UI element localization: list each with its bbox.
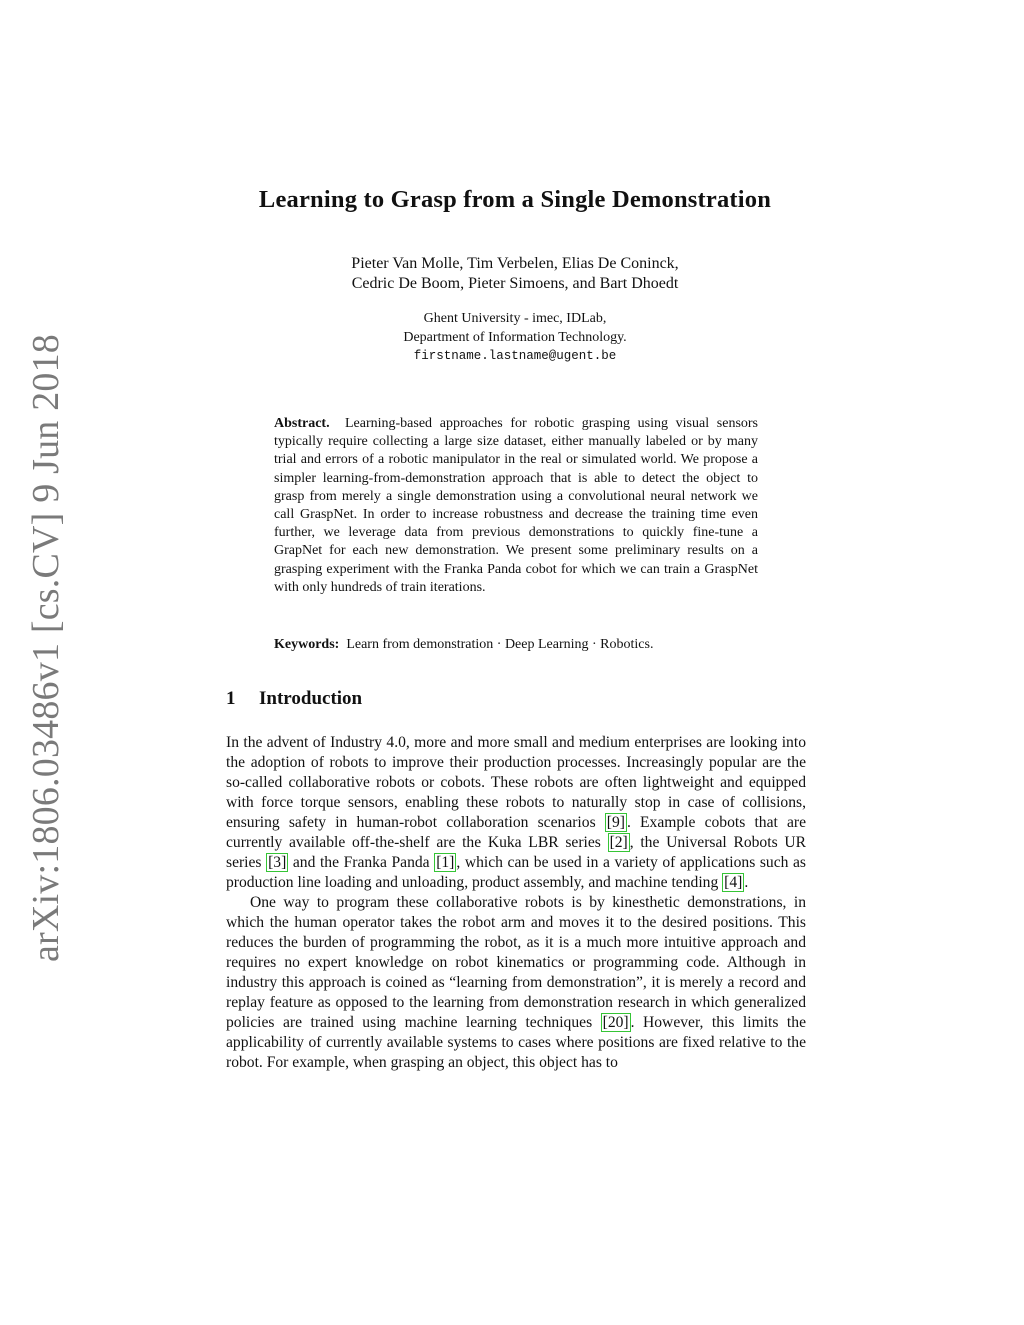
text-run: and the Franka Panda <box>288 854 435 871</box>
arxiv-id: arXiv:1806.03486v1 [cs.CV] 9 Jun 2018 <box>25 333 67 962</box>
authors-line-2: Cedric De Boom, Pieter Simoens, and Bart Dhoedt <box>351 275 679 292</box>
keywords-label: Keywords: <box>274 637 340 652</box>
authors-line-1: Pieter Van Molle, Tim Verbelen, Elias De Coninck, <box>351 255 679 272</box>
section-number: 1 <box>226 688 236 709</box>
author-list <box>200 254 830 294</box>
citation-link[interactable]: [3] <box>268 854 287 871</box>
text-run: In the advent of Industry 4.0, more and more small and medium enterprises are looking into the adoption of robots to improve their production processes. Increasingly popular are the so-called collaborative robots or cobots. These robots are often lightweight and equipped with force torque sensors, enabling these robots to naturally stop in case of collisions, ensuring safety in human-robot collaboration scenarios <box>226 734 806 831</box>
section-title: Introduction <box>259 688 363 709</box>
affiliation <box>200 310 830 366</box>
citation-link[interactable]: [9] <box>606 814 625 831</box>
citation-link[interactable]: [1] <box>436 854 455 871</box>
text-run: . <box>744 874 749 891</box>
section-heading-introduction <box>226 688 362 710</box>
abstract-text: Learning-based approaches for robotic grasping using visual sensors typically require collecting a large size dataset, either manually labeled or by many trial and errors of a robotic manipulator in the real or simulated world. We propose a simpler learning-from-demonstration approach that is able to detect the object to grasp from merely a single demonstration using a convolutional neural network we call GraspNet. In order to increase robustness and decrease the training time even further, we leverage data from previous demonstrations to quickly fine-tune a GrapNet for each new demonstration. We present some preliminary results on a grasping experiment with the Franka Panda cobot for which we can train a GraspNet with only hundreds of train iterations. <box>274 416 759 595</box>
paragraph-2 <box>226 893 806 1073</box>
author-email: firstname.lastname@ugent.be <box>413 349 617 363</box>
text-run: , the Universal Robots UR series <box>226 834 807 871</box>
citation-link[interactable]: [20] <box>602 1014 629 1031</box>
arxiv-sidebar-stamp <box>16 333 76 962</box>
citation-link[interactable]: [4] <box>724 874 743 891</box>
citation-link[interactable]: [2] <box>609 834 628 851</box>
text-run: . Example cobots that are currently available off-the-shelf are the Kuka LBR series <box>226 814 807 851</box>
affiliation-line-1: Ghent University - imec, IDLab, <box>423 311 607 326</box>
text-run: . However, this limits the applicability of currently available systems to cases where positions are fixed relative to the robot. For example, when grasping an object, this object has to <box>226 1014 806 1071</box>
affiliation-line-2: Department of Information Technology. <box>403 329 627 345</box>
text-run: One way to program these collaborative robots is by kinesthetic demonstrations, in which the human operator takes the robot arm and moves it to the desired positions. This reduces the burden of programming the robot, as it is a much more intuitive approach and requires no expert knowledge on robot kinematics or programming code. Although in industry this approach is coined as “learning from demonstration”, it is merely a record and replay feature as opposed to the learning from demonstration research in which generalized policies are trained using machine learning techniques <box>226 894 806 1031</box>
text-run: , which can be used in a variety of applications such as production line loading and unloading, product assembly, and machine tending <box>226 854 807 891</box>
keywords <box>274 636 758 654</box>
introduction-body <box>226 733 806 1073</box>
paragraph-1 <box>226 733 806 893</box>
paper-title: Learning to Grasp from a Single Demonstration <box>258 186 772 213</box>
abstract-label: Abstract. <box>274 416 330 431</box>
abstract <box>274 415 758 597</box>
keywords-text: Learn from demonstration · Deep Learning · Robotics. <box>346 637 654 652</box>
